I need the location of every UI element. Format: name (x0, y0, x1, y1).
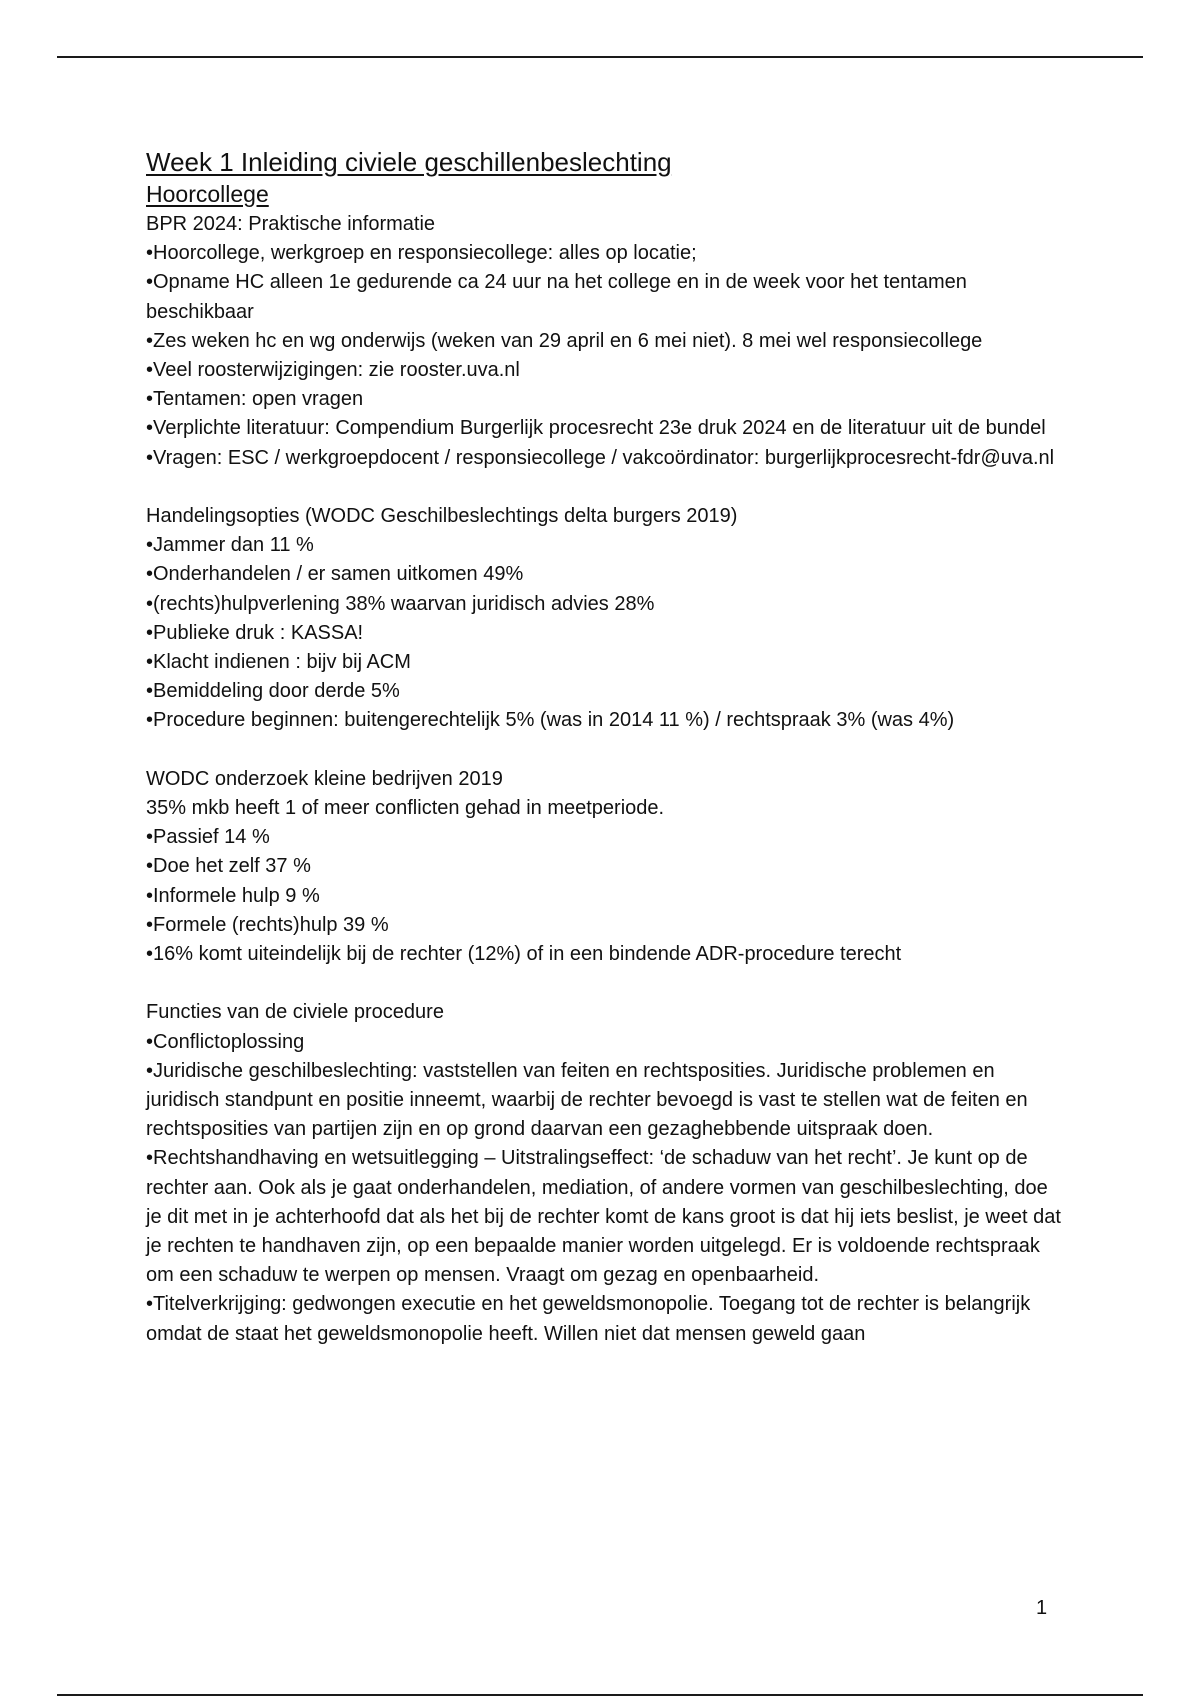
paragraph-gap (146, 969, 1066, 998)
section-heading: Handelingsopties (WODC Geschilbeslechtings delta burgers 2019) (146, 505, 738, 528)
page-number: 1 (1036, 1597, 1048, 1619)
list-item: 35% mkb heeft 1 of meer conflicten gehad in meetperiode. (146, 797, 665, 820)
document-subtitle: Hoorcollege (146, 181, 269, 207)
paragraph-gap (146, 736, 1066, 765)
list-item: •Vragen: ESC / werkgroepdocent / responsiecollege / vakcoördinator: burgerlijkprocesrecht-fdr@uva.nl (146, 446, 1055, 469)
section-heading: BPR 2024: Praktische informatie (146, 213, 436, 235)
list-item: •(rechts)hulpverlening 38% waarvan juridisch advies 28% (146, 592, 655, 615)
list-item: •Formele (rechts)hulp 39 % (146, 913, 389, 936)
list-item: •Procedure beginnen: buitengerechtelijk 5% (was in 2014 11 %) / rechtspraak 3% (was 4%) (146, 709, 955, 732)
list-item: •Juridische geschilbeslechting: vaststellen van feiten en rechtsposities. Juridische problemen en juridisch standpunt en positie inneemt, waarbij de rechter bevoegd is vast te stellen wat de feiten en rechtsposities van partijen zijn en op grond daarvan een gezaghebbende uitspraak doen. (146, 1059, 1028, 1141)
footer-rule (57, 1694, 1143, 1696)
list-item: •Conflictoplossing (146, 1030, 305, 1053)
document-body (146, 145, 1066, 1349)
list-item: •Titelverkrijging: gedwongen executie en het geweldsmonopolie. Toegang tot de rechter is belangrijk omdat de staat het geweldsmonopolie heeft. Willen niet dat mensen geweld gaan (146, 1293, 1031, 1345)
section-heading: WODC onderzoek kleine bedrijven 2019 (146, 767, 503, 790)
list-item: •Veel roosterwijzigingen: zie rooster.uva.nl (146, 359, 520, 382)
paragraph-gap (146, 473, 1066, 502)
list-item: •Onderhandelen / er samen uitkomen 49% (146, 563, 524, 586)
list-item: •Jammer dan 11 % (146, 534, 314, 557)
list-item: •Opname HC alleen 1e gedurende ca 24 uur na het college en in de week voor het tentamen beschikbaar (146, 271, 967, 323)
list-item: •16% komt uiteindelijk bij de rechter (12%) of in een bindende ADR-procedure terecht (146, 943, 902, 966)
list-item: •Klacht indienen : bijv bij ACM (146, 651, 411, 674)
list-item: •Bemiddeling door derde 5% (146, 680, 400, 703)
list-item: •Passief 14 % (146, 826, 270, 849)
list-item: •Publieke druk : KASSA! (146, 621, 364, 644)
document-title: Week 1 Inleiding civiele geschillenbeslechting (146, 147, 672, 177)
header-rule (57, 56, 1143, 58)
list-item: •Tentamen: open vragen (146, 388, 364, 411)
list-item: •Verplichte literatuur: Compendium Burgerlijk procesrecht 23e druk 2024 en de literatuur uit de bundel (146, 417, 1046, 440)
list-item: •Doe het zelf 37 % (146, 855, 311, 878)
list-item: •Rechtshandhaving en wetsuitlegging – Uitstralingseffect: ‘de schaduw van het recht’. Je kunt op de rechter aan. Ook als je gaat onderhandelen, mediation, of andere vormen van geschilbeslechting, doe je dit met in je achterhoofd dat als het bij de rechter komt de kans groot is dat hij iets beslist, je weet dat je rechten te handhaven zijn, op een bepaalde manier worden uitgelegd. Er is voldoende rechtspraak om een schaduw te werpen op mensen. Vraagt om gezag en openbaarheid. (146, 1147, 1061, 1287)
list-item: •Informele hulp 9 % (146, 884, 320, 907)
list-item: •Zes weken hc en wg onderwijs (weken van 29 april en 6 mei niet). 8 mei wel responsiecollege (146, 329, 983, 352)
section-heading: Functies van de civiele procedure (146, 1001, 444, 1024)
list-item: •Hoorcollege, werkgroep en responsiecollege: alles op locatie; (146, 242, 697, 265)
